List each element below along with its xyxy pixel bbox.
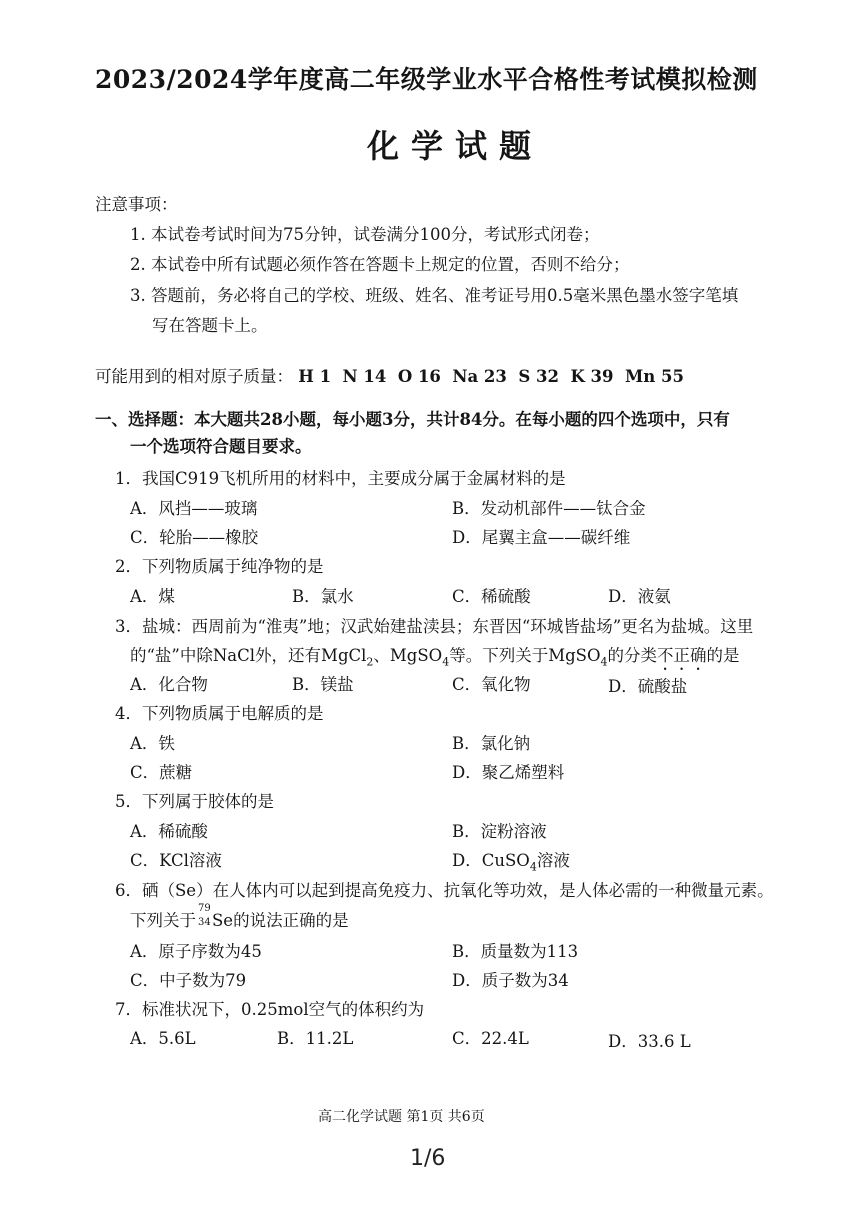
question-stem: 7．标准状况下，0.25mol空气的体积约为: [115, 1000, 425, 1019]
option-a: A．铁: [130, 734, 175, 753]
atomic-number: 34: [198, 917, 211, 928]
mass-number: 79: [198, 903, 211, 914]
option-d: D．质子数为34: [452, 971, 569, 990]
option-c: C．KCl溶液: [130, 851, 222, 870]
option-d: D．聚乙烯塑料: [452, 763, 565, 782]
note-item: 写在答题卡上。: [152, 316, 268, 335]
option-c: C．22.4L: [452, 1029, 529, 1048]
option-c: C．轮胎——橡胶: [130, 528, 259, 547]
question-stem-cont: [130, 903, 349, 931]
note-item: 1. 本试卷考试时间为75分钟，试卷满分100分，考试形式闭卷；: [130, 225, 600, 244]
stem-text: 下列关于: [130, 911, 196, 930]
option-b: B．质量数为113: [452, 942, 579, 961]
option-d: D．硫酸盐: [608, 677, 688, 696]
stem-text: 的“盐”中除NaCl外，还有MgCl: [130, 646, 367, 665]
section-heading: 一、选择题：本大题共28小题，每小题3分，共计84分。在每小题的四个选项中，只有: [95, 410, 730, 429]
stem-text: Se的说法正确的是: [212, 911, 349, 930]
atomic-mass-line: [95, 363, 684, 387]
exam-title: 2023/2024学年度高二年级学业水平合格性考试模拟检测: [95, 65, 758, 94]
question-stem: 2．下列物质属于纯净物的是: [115, 557, 324, 576]
option-a: A．煤: [130, 587, 175, 606]
option-c: C．中子数为79: [130, 971, 247, 990]
question-stem: 1．我国C919飞机所用的材料中，主要成分属于金属材料的是: [115, 469, 566, 488]
section-heading-cont: 一个选项符合题目要求。: [130, 437, 312, 456]
option-a: A．化合物: [130, 675, 208, 694]
option-b: B．发动机部件——钛合金: [452, 499, 646, 518]
option-a: A．风挡——玻璃: [130, 499, 258, 518]
option-b: B．11.2L: [277, 1029, 354, 1048]
option-b: B．氯化钠: [452, 734, 531, 753]
option-c: C．稀硫酸: [452, 587, 531, 606]
option-a: A．原子序数为45: [130, 942, 262, 961]
question-stem: 5．下列属于胶体的是: [115, 792, 274, 811]
option-d: [452, 847, 570, 873]
option-a: A．稀硫酸: [130, 822, 208, 841]
option-d: D．液氨: [608, 587, 671, 606]
page-footer: 高二化学试题 第1页 共6页: [318, 1109, 485, 1125]
option-b: B．镁盐: [292, 675, 354, 694]
subject-title: 化学试题: [367, 127, 544, 165]
subscript: 4: [529, 860, 537, 874]
option-text: D．CuSO: [452, 851, 530, 870]
atomic-mass-values: H 1 N 14 O 16 Na 23 S 32 K 39 Mn 55: [298, 367, 684, 386]
emphasized-text: 不正确: [657, 646, 707, 665]
option-d: D．33.6 L: [608, 1032, 691, 1051]
subscript: 2: [366, 655, 374, 669]
option-c: C．氧化物: [452, 675, 531, 694]
note-item: 2. 本试卷中所有试题必须作答在答题卡上规定的位置，否则不给分；: [130, 255, 630, 274]
subscript: 4: [600, 655, 608, 669]
question-stem-cont: [130, 642, 740, 674]
atomic-mass-label: 可能用到的相对原子质量：: [95, 367, 293, 386]
option-b: B．淀粉溶液: [452, 822, 547, 841]
option-a: A．5.6L: [130, 1029, 196, 1048]
option-text: 溶液: [536, 851, 570, 870]
question-stem: 6．硒（Se）在人体内可以起到提高免疫力、抗氧化等功效，是人体必需的一种微量元素。: [115, 881, 774, 900]
page-indicator: 1/6: [410, 1146, 446, 1171]
option-c: C．蔗糖: [130, 763, 193, 782]
stem-text: 、MgSO: [373, 646, 443, 665]
notes-heading: 注意事项：: [95, 195, 178, 214]
stem-text: 等。下列关于MgSO: [449, 646, 601, 665]
option-b: B．氯水: [292, 587, 354, 606]
subscript: 4: [442, 655, 450, 669]
stem-text: 的是: [706, 646, 740, 665]
nuclide-notation: [196, 903, 212, 929]
stem-text: 的分类: [607, 646, 657, 665]
question-stem: 4．下列物质属于电解质的是: [115, 704, 324, 723]
question-stem: 3．盐城：西周前为“淮夷”地；汉武始建盐渎县；东晋因“环城皆盐场”更名为盐城。这里: [115, 617, 754, 636]
note-item: 3. 答题前，务必将自己的学校、班级、姓名、准考证号用0.5毫米黑色墨水签字笔填: [130, 286, 739, 305]
option-d: D．尾翼主盒——碳纤维: [452, 528, 631, 547]
